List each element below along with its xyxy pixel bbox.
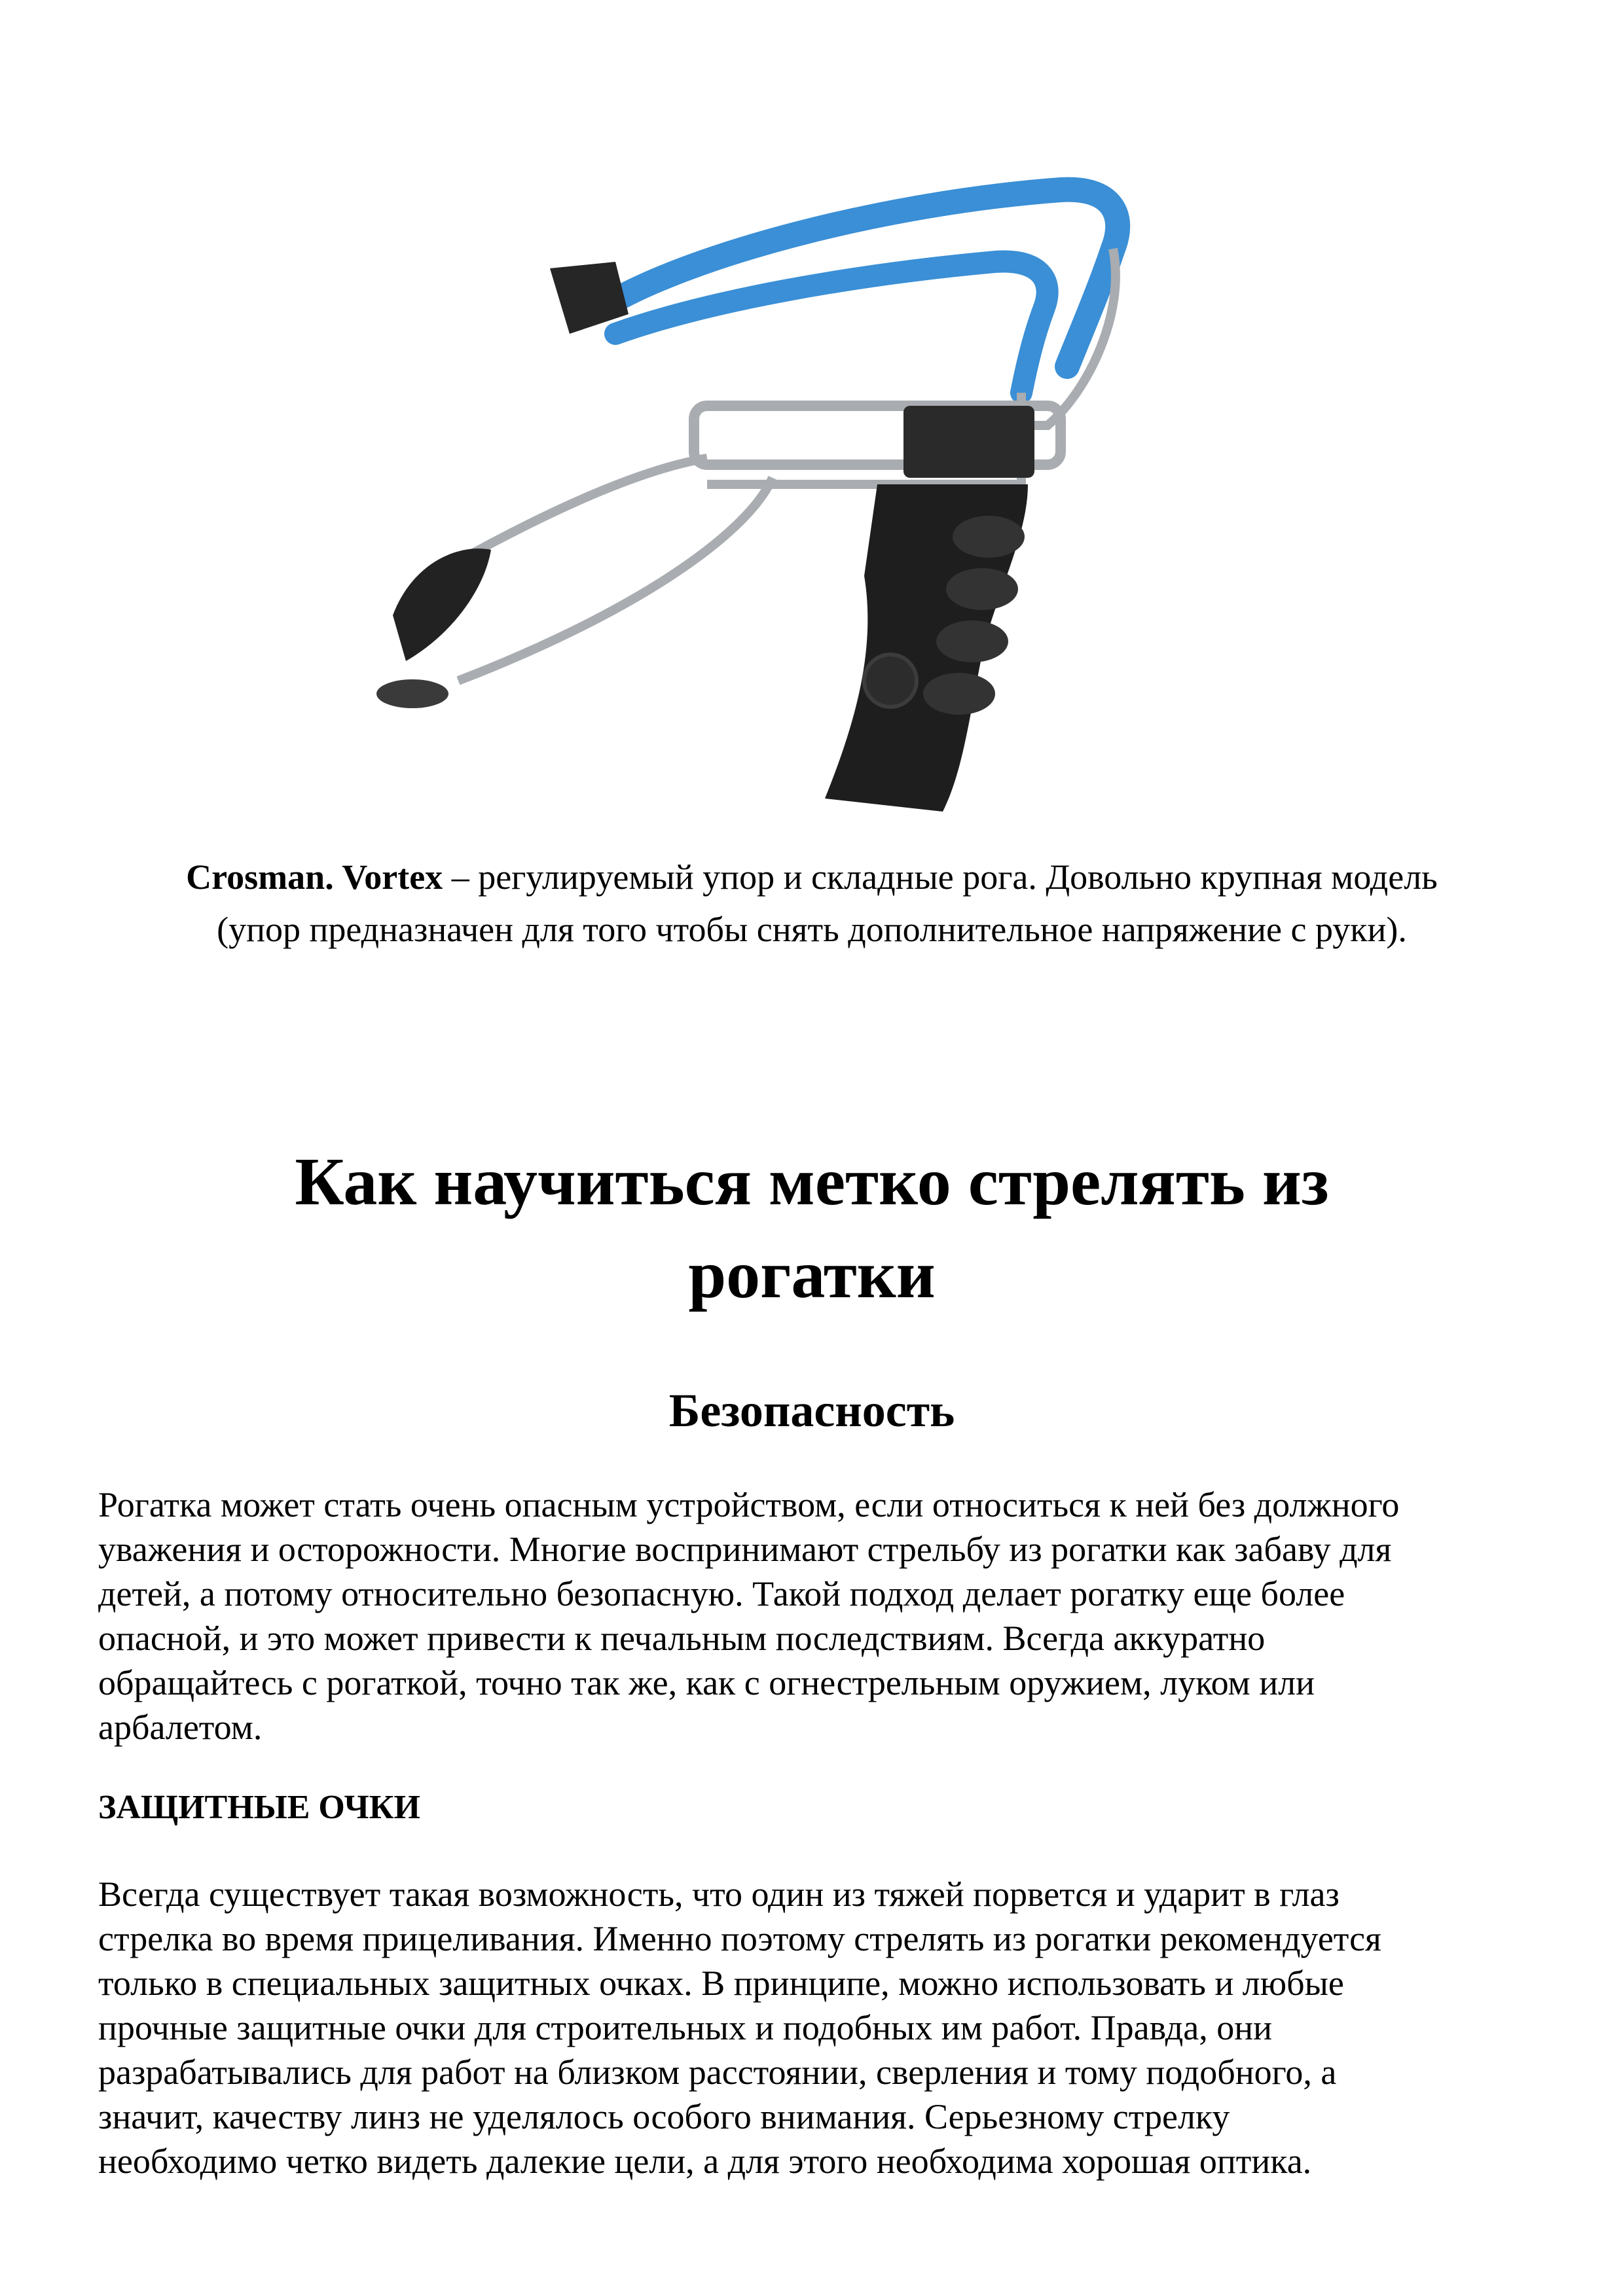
section-heading-goggles: ЗАЩИТНЫЕ ОЧКИ — [98, 1789, 420, 1826]
paragraph-line: стрелка во время прицеливания. Именно поэтому стрелять из рогатки рекомендуется — [98, 1919, 1381, 1958]
paragraph-line: обращайтесь с рогаткой, точно так же, как с огнестрельным оружием, луком или — [98, 1663, 1315, 1702]
paragraph-line: опасной, и это может привести к печальным последствиям. Всегда аккуратно — [98, 1619, 1266, 1658]
caption-line-2: (упор предназначен для того чтобы снять дополнительное напряжение с руки). — [217, 910, 1407, 949]
paragraph-line: детей, а потому относительно безопасную. Такой подход делает рогатку еще более — [98, 1574, 1345, 1613]
paragraph-line: арбалетом. — [98, 1708, 263, 1747]
slingshot-icon — [262, 118, 1375, 838]
paragraph-line: значит, качеству линз не уделялось особого внимания. Серьезному стрелку — [98, 2097, 1230, 2136]
paragraph-line: разрабатывались для работ на близком расстоянии, сверления и тому подобного, а — [98, 2053, 1337, 2092]
slingshot-image — [262, 118, 1375, 838]
section-title-safety: Безопасность — [668, 1384, 955, 1437]
page-title — [98, 1136, 1525, 1321]
paragraph-line: Рогатка может стать очень опасным устройством, если относиться к ней без должного — [98, 1485, 1400, 1524]
caption-text-1: – регулируемый упор и складные рога. Довольно крупная модель — [443, 857, 1438, 897]
caption-line-1 — [98, 851, 1525, 903]
paragraph-safety — [98, 1482, 1525, 1749]
paragraph-line: уважения и осторожности. Многие воспринимают стрельбу из рогатки как забаву для — [98, 1530, 1392, 1569]
paragraph-line: только в специальных защитных очках. В принципе, можно использовать и любые — [98, 1964, 1344, 2003]
paragraph-line: необходимо четко видеть далекие цели, а для этого необходима хорошая оптика. — [98, 2142, 1312, 2181]
paragraph-line: прочные защитные очки для строительных и подобных им работ. Правда, они — [98, 2008, 1272, 2047]
title-line-2: рогатки — [688, 1237, 936, 1312]
title-line-1: Как научиться метко стрелять из — [295, 1144, 1329, 1219]
figure-caption — [98, 851, 1525, 956]
caption-model-name: Crosman. Vortex — [186, 857, 443, 897]
paragraph-line: Всегда существует такая возможность, что один из тяжей порвется и ударит в глаз — [98, 1874, 1340, 1914]
paragraph-goggles — [98, 1872, 1525, 2183]
